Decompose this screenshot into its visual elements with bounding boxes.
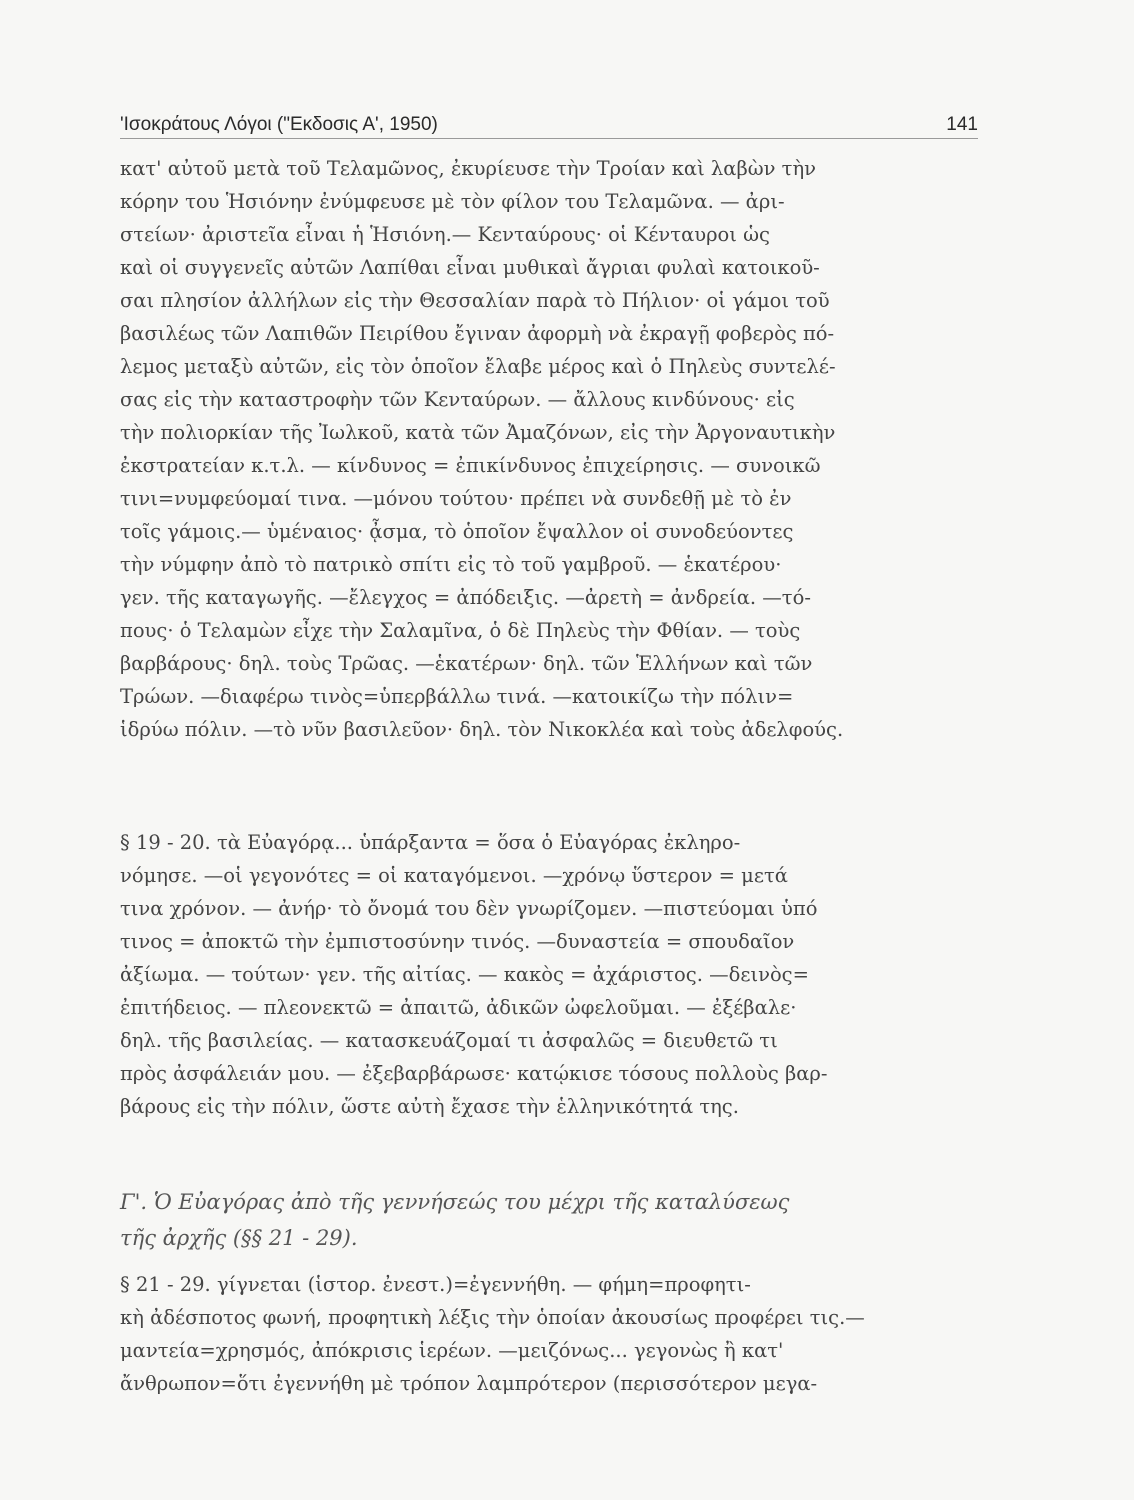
section_heading-line: τῆς ἀρχῆς (§§ 21 - 29). <box>120 1226 358 1250</box>
paragraph1-line: κατ' αὐτοῦ μετὰ τοῦ Τελαμῶνος, ἐκυρίευσε τὴν Τροίαν καὶ λαβὼν τὴν <box>120 157 817 180</box>
paragraph2-line: βάρους εἰς τὴν πόλιν, ὥστε αὐτὴ ἔχασε τὴν ἑλληνικότητά της. <box>120 1095 739 1118</box>
paragraph1-line: σας εἰς τὴν καταστροφὴν τῶν Κενταύρων. — ἄλλους κινδύνους· εἰς <box>120 388 795 411</box>
paragraph2-line: ἐπιτήδειος. — πλεονεκτῶ = ἀπαιτῶ, ἀδικῶν ὠφελοῦμαι. — ἐξέβαλε· <box>120 996 797 1019</box>
paragraph1-line: στείων· ἀριστεῖα εἶναι ἡ Ἡσιόνη.— Κενταύρους· οἱ Κένταυροι ὡς <box>120 223 770 246</box>
paragraph3-line: κὴ ἀδέσποτος φωνή, προφητικὴ λέξις τὴν ὁποίαν ἀκουσίως προφέρει τις.— <box>120 1306 865 1329</box>
paragraph1-line: κόρην του Ἡσιόνην ἐνύμφευσε μὲ τὸν φίλον του Τελαμῶνα. — ἀρι- <box>120 190 785 213</box>
paragraph2-line: δηλ. τῆς βασιλείας. — κατασκευάζομαί τι ἀσφαλῶς = διευθετῶ τι <box>120 1029 778 1052</box>
paragraph3-line: μαντεία=χρησμός, ἀπόκρισις ἱερέων. —μειζόνως... γεγονὼς ἢ κατ' <box>120 1339 784 1362</box>
paragraph1-line: ἱδρύω πόλιν. —τὸ νῦν βασιλεῦον· δηλ. τὸν Νικοκλέα καὶ τοὺς ἀδελφούς. <box>120 718 844 741</box>
paragraph1-line: Τρώων. —διαφέρω τινὸς=ὑπερβάλλω τινά. —κατοικίζω τὴν πόλιν= <box>120 685 794 708</box>
paragraph1-line: βασιλέως τῶν Λαπιθῶν Πειρίθου ἔγιναν ἀφορμὴ νὰ ἐκραγῇ φοβερὸς πό- <box>120 322 835 345</box>
paragraph2-line: νόμησε. —οἱ γεγονότες = οἱ καταγόμενοι. —χρόνῳ ὕστερον = μετά <box>120 864 788 887</box>
paragraph1-line: ἐκστρατείαν κ.τ.λ. — κίνδυνος = ἐπικίνδυνος ἐπιχείρησις. — συνοικῶ <box>120 454 821 477</box>
paragraph1-line: τὴν πολιορκίαν τῆς Ἰωλκοῦ, κατὰ τῶν Ἀμαζόνων, εἰς τὴν Ἀργοναυτικὴν <box>120 421 836 444</box>
section_heading-line: Γ'. Ὁ Εὐαγόρας ἀπὸ τῆς γεννήσεώς του μέχρι τῆς καταλύσεως <box>120 1190 790 1214</box>
paragraph1-line: γεν. τῆς καταγωγῆς. —ἔλεγχος = ἀπόδειξις. —ἀρετὴ = ἀνδρεία. —τό- <box>120 586 811 609</box>
paragraph1-line: πους· ὁ Τελαμὼν εἶχε τὴν Σαλαμῖνα, ὁ δὲ Πηλεὺς τὴν Φθίαν. — τοὺς <box>120 619 801 642</box>
paragraph1-line: τοῖς γάμοις.— ὑμέναιος· ᾆσμα, τὸ ὁποῖον ἔψαλλον οἱ συνοδεύοντες <box>120 520 794 543</box>
paragraph2-line: ἀξίωμα. — τούτων· γεν. τῆς αἰτίας. — κακὸς = ἀχάριστος. —δεινὸς= <box>120 963 809 986</box>
paragraph2-line: § 19 - 20. τὰ Εὐαγόρᾳ... ὑπάρξαντα = ὅσα ὁ Εὐαγόρας ἐκληρο- <box>120 831 741 854</box>
paragraph2-line: πρὸς ἀσφάλειάν μου. — ἐξεβαρβάρωσε· κατῴκισε τόσους πολλοὺς βαρ- <box>120 1062 828 1085</box>
header-rule <box>120 138 978 139</box>
commentary-paragraph-1 <box>120 152 978 746</box>
paragraph1-line: βαρβάρους· δηλ. τοὺς Τρῶας. —ἑκατέρων· δηλ. τῶν Ἑλλήνων καὶ τῶν <box>120 652 813 675</box>
paragraph1-line: τινι=νυμφεύομαί τινα. —μόνου τούτου· πρέπει νὰ συνδεθῇ μὲ τὸ ἐν <box>120 487 792 510</box>
paragraph1-line: τὴν νύμφην ἀπὸ τὸ πατρικὸ σπίτι εἰς τὸ τοῦ γαμβροῦ. — ἑκατέρου· <box>120 553 782 576</box>
paragraph1-line: λεμος μεταξὺ αὐτῶν, εἰς τὸν ὁποῖον ἔλαβε μέρος καὶ ὁ Πηλεὺς συντελέ- <box>120 355 836 378</box>
running-title: 'Ισοκράτους Λόγοι ("Εκδοσις Α', 1950) <box>120 114 438 135</box>
running-header <box>120 100 978 136</box>
paragraph3-line: ἄνθρωπον=ὅτι ἐγεννήθη μὲ τρόπον λαμπρότερον (περισσότερον μεγα- <box>120 1372 818 1395</box>
commentary-paragraph-2 <box>120 826 978 1123</box>
paragraph2-line: τινος = ἀποκτῶ τὴν ἐμπιστοσύνην τινός. —δυναστεία = σπουδαῖον <box>120 930 795 953</box>
page-number: 141 <box>946 114 978 135</box>
section-heading <box>120 1184 978 1256</box>
paragraph2-line: τινα χρόνον. — ἀνήρ· τὸ ὄνομά του δὲν γνωρίζομεν. —πιστεύομαι ὑπό <box>120 897 818 920</box>
paragraph1-line: σαι πλησίον ἀλλήλων εἰς τὴν Θεσσαλίαν παρὰ τὸ Πήλιον· οἱ γάμοι τοῦ <box>120 289 830 312</box>
paragraph1-line: καὶ οἱ συγγενεῖς αὐτῶν Λαπίθαι εἶναι μυθικαὶ ἄγριαι φυλαὶ κατοικοῦ- <box>120 256 820 279</box>
paragraph3-line: § 21 - 29. γίγνεται (ἱστορ. ἐνεστ.)=ἐγεννήθη. — φήμη=προφητι- <box>120 1273 751 1296</box>
commentary-paragraph-3 <box>120 1268 978 1400</box>
